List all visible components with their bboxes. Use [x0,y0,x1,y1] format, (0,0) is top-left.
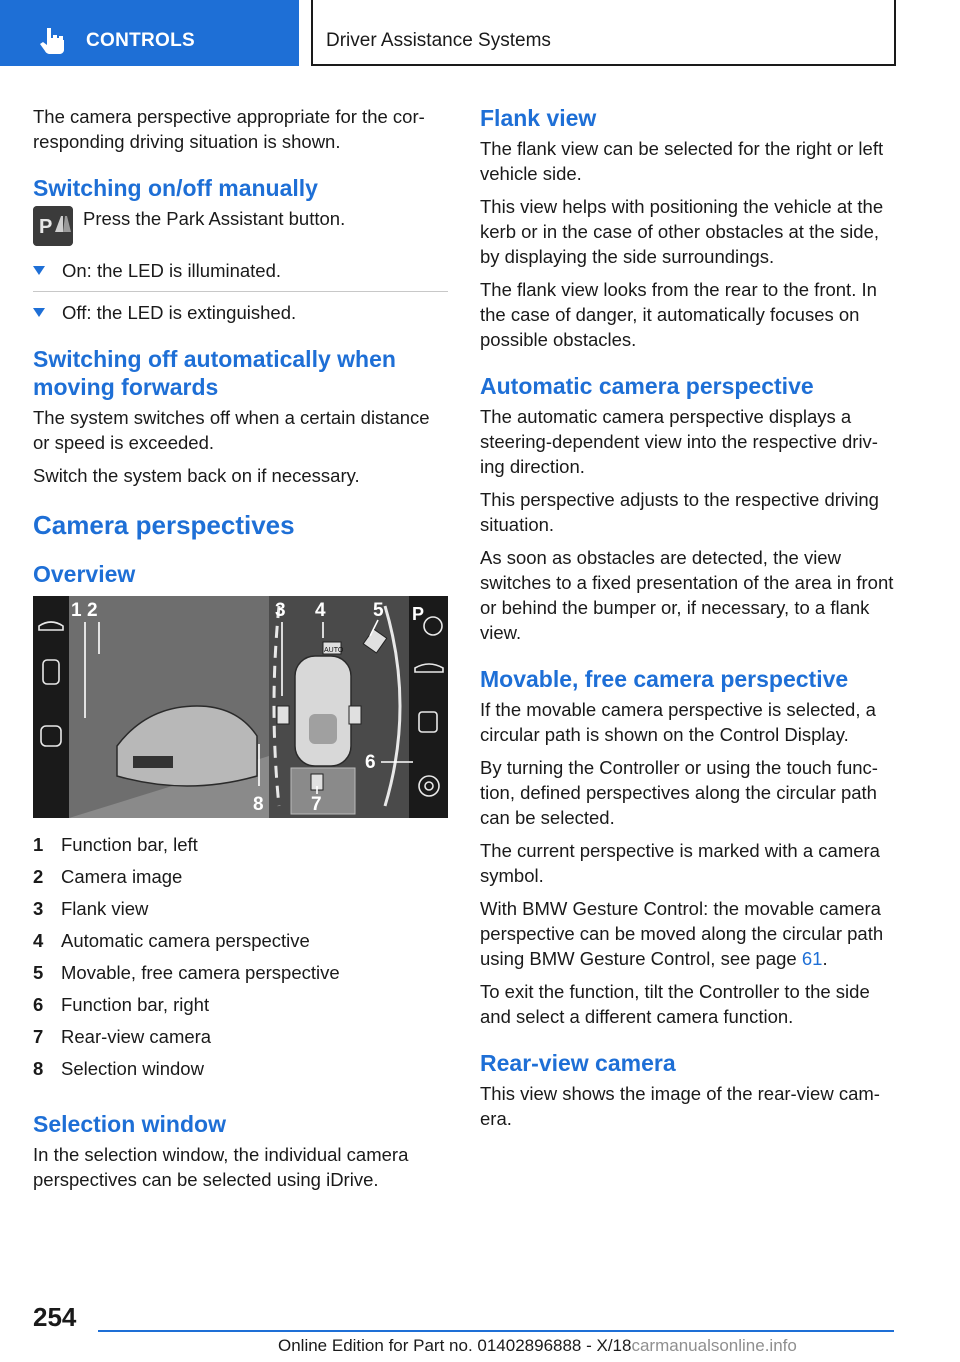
right-bar-p-label: P [412,604,425,624]
park-assistant-text: Press the Park Assistant button. [83,208,346,229]
right-column [480,104,900,1139]
footer-edition: Online Edition for Part no. 01402896888 - X/18carmanualsonline.info [278,1336,797,1355]
legend-item: 5 Movable, free camera perspective [33,962,340,983]
callout-5: 5 [373,600,384,621]
park-assistant-button-icon [33,206,73,246]
legend-item: 7 Rear-view camera [33,1026,212,1047]
page-number: 254 [33,1302,77,1332]
auto-paragraph-2: This perspective adjusts to the respective driving situation. [480,489,879,535]
camera-display-svg [33,596,448,818]
auto-label: AUTO [324,647,344,654]
camera-display-illustration [33,596,448,818]
legend-item: 8 Selection window [33,1058,204,1079]
rear-paragraph: This view shows the image of the rear-view cam-era. [480,1083,880,1129]
legend-item: 1 Function bar, left [33,834,198,855]
auto-off-paragraph-1: The system switches off when a certain distance or speed is exceeded. [33,407,430,453]
auto-paragraph-1: The automatic camera perspective displays a steering-dependent view into the respective driv-ing direction. [480,406,878,477]
movable-paragraph-4: With BMW Gesture Control: the movable camera perspective can be moved along the circular path using BMW Gesture Control, see page 61. [480,898,884,969]
park-assistant-instruction [33,206,448,246]
bullet-off: Off: the LED is extinguished. [33,300,448,325]
section-tab[interactable] [0,0,299,66]
heading-overview: Overview [33,561,136,587]
callout-8: 8 [253,794,264,815]
callout-1: 1 [71,600,82,621]
heading-flank-view: Flank view [480,105,597,131]
intro-paragraph: The camera perspective appropriate for the cor-responding driving situation is shown. [33,106,425,152]
movable-paragraph-3: The current perspective is marked with a camera symbol. [480,840,880,886]
camera-symbol-right [349,706,361,724]
car-top-view [295,656,351,766]
heading-auto-off: Switching off automatically when moving forwards [33,346,396,400]
callout-2: 2 [87,600,98,621]
legend-item: 3 Flank view [33,898,149,919]
hand-pointer-icon [38,26,68,54]
movable-paragraph-2: By turning the Controller or using the touch func-tion, defined perspectives along the circular path can be selected. [480,757,878,828]
heading-rear-view-camera: Rear-view camera [480,1050,676,1076]
callout-6: 6 [365,752,376,773]
heading-automatic-perspective: Automatic camera perspective [480,373,814,399]
callout-3: 3 [275,600,286,621]
bullet-on: On: the LED is illuminated. [33,258,448,283]
flank-paragraph-2: This view helps with positioning the vehicle at the kerb or in the case of other obstacles at the side, by displaying the side surroundings. [480,196,884,267]
selection-paragraph: In the selection window, the individual camera perspectives can be selected using iDrive. [33,1144,409,1190]
heading-selection-window: Selection window [33,1111,226,1137]
callout-7: 7 [311,794,322,815]
heading-camera-perspectives: Camera perspectives [33,510,295,540]
figure-legend [33,832,448,1088]
movable-paragraph-1: If the movable camera perspective is selected, a circular path is shown on the Control Display. [480,699,876,745]
chapter-header [311,0,896,66]
heading-movable-perspective: Movable, free camera perspective [480,666,849,692]
movable-paragraph-5: To exit the function, tilt the Controller to the side and select a different camera function. [480,981,870,1027]
auto-off-paragraph-2: Switch the system back on if necessary. [33,465,360,486]
legend-item: 4 Automatic camera perspective [33,930,310,951]
camera-symbol-left [277,706,289,724]
page-link-61[interactable]: 61 [801,948,823,969]
callout-4: 4 [315,600,326,621]
section-title: CONTROLS [86,30,196,51]
chapter-title: Driver Assistance Systems [326,30,551,51]
flank-paragraph-3: The flank view looks from the rear to the front. In the case of danger, it automatically focuses on possible obstacles. [480,279,877,350]
auto-paragraph-3: As soon as obstacles are detected, the view switches to a fixed presentation of the area in front or behind the bumper or, if necessary, to a flank view. [480,547,894,643]
footer-brand: carmanualsonline.info [631,1336,797,1355]
flank-paragraph-1: The flank view can be selected for the right or left vehicle side. [480,138,884,184]
footer-divider [98,1330,894,1332]
legend-item: 2 Camera image [33,866,183,887]
heading-switching-manually: Switching on/off manually [33,175,318,201]
left-column [33,104,448,1200]
pa-icon-label: P [39,216,53,238]
legend-item: 6 Function bar, right [33,994,210,1015]
